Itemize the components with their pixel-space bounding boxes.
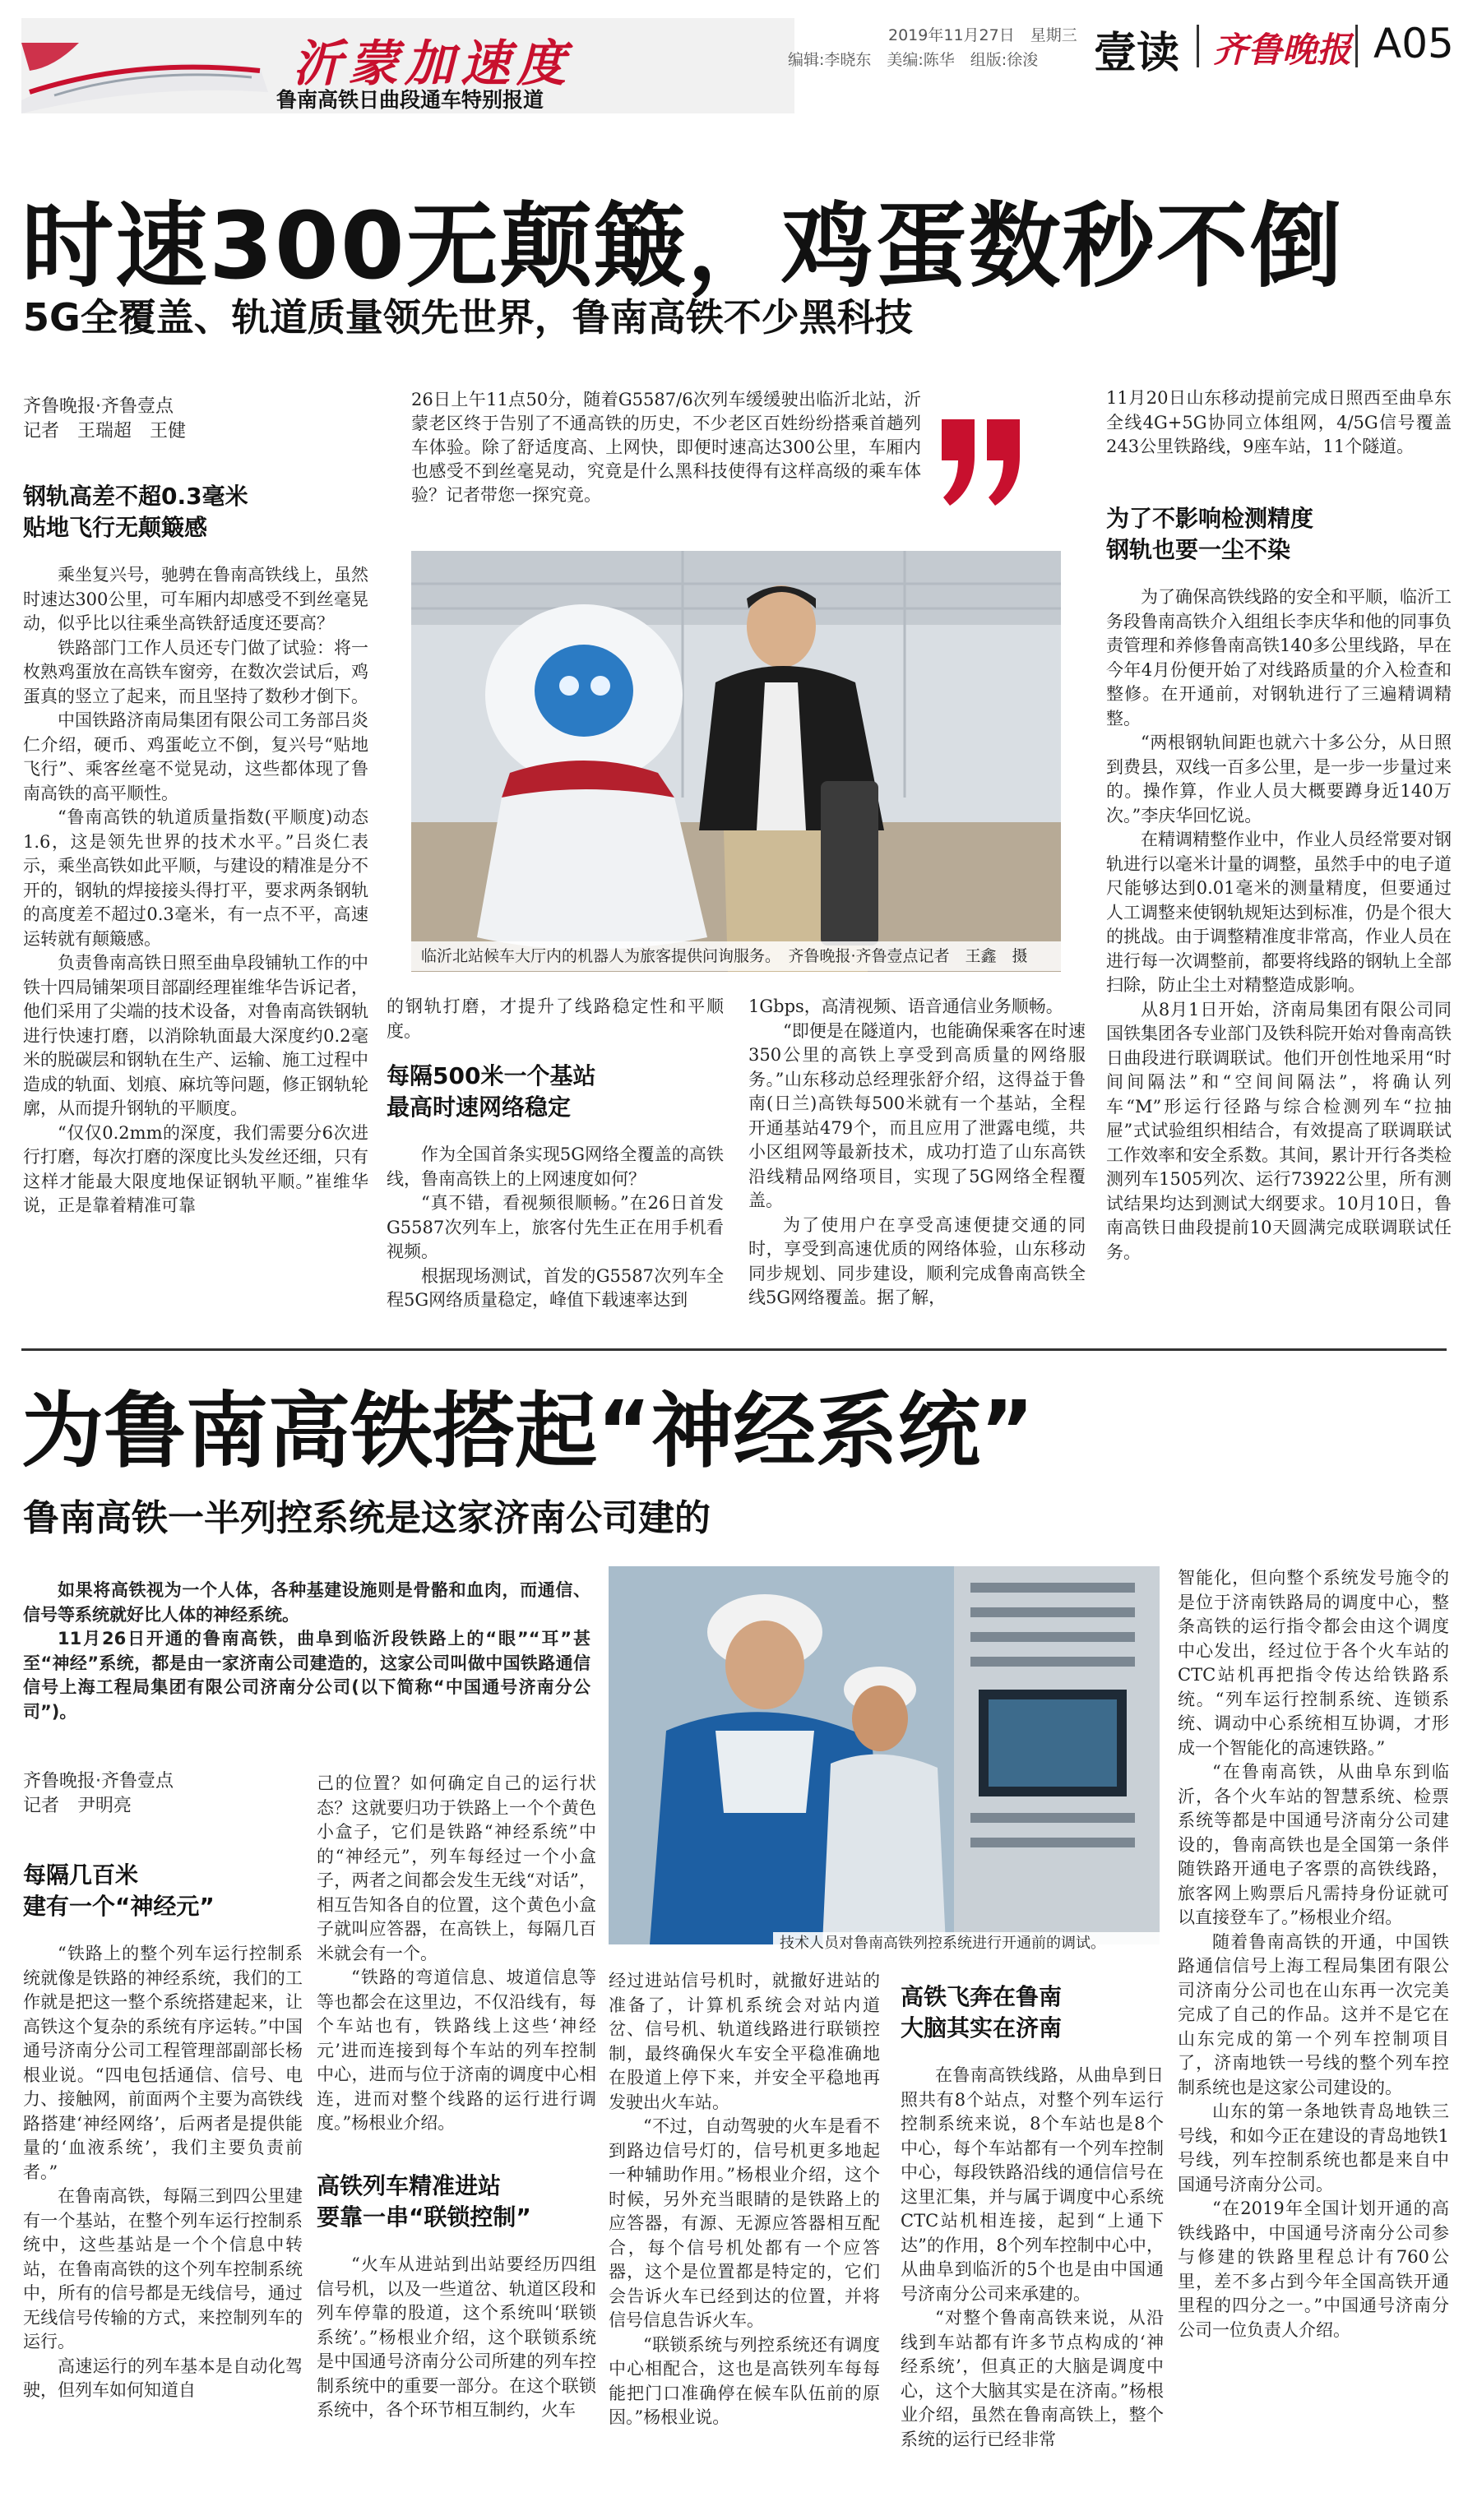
paragraph: 的钢轨打磨，才提升了线路稳定性和平顺度。 [387,996,724,1041]
newspaper-brand-logo: 齐鲁晚报 [1213,30,1352,70]
story1-subheadline: 5G全覆盖、轨道质量领先世界，鲁南高铁不少黑科技 [23,295,913,340]
banner-title: 沂蒙加速度 [293,35,572,93]
paragraph: “铁路的弯道信息、坡道信息等等也都会在这里边，不仅沿线有，每个车站也有，铁路线上这些‘神经元’进而连接到每个车站的列车控制中心，进而与位于济南的调度中心相连，进而对整个线路的运行进行调度。”杨根业介绍。 [317,1967,596,2133]
story2-column2b [317,2253,596,2509]
story2-headline: 为鲁南高铁搭起“神经系统” [21,1383,1035,1479]
story2-column3b [901,2064,1164,2509]
story2-photo [609,1566,1160,1944]
paragraph: 在鲁南高铁，每隔三到四公里建有一个基站，在整个列车运行控制系统中，这些基站是一个个信息中转站，在鲁南高铁的这个列车控制系统中，所有的信号都是无线信号，通过无线信号传输的方式，来控制列车的运行。 [23,2186,303,2351]
paragraph: “对整个鲁南高铁来说，从沿线到车站都有许多节点构成的‘神经系统’，但真正的大脑是调度中心，这个大脑其实是在济南。”杨根业介绍，虽然在鲁南高铁上，整个系统的运行已经非常 [901,2308,1164,2449]
story1-byline-reporters: 记者 王瑞超 王健 [23,421,187,442]
technicians-photo [609,1566,1160,1944]
story1-byline-outlet: 齐鲁晚报·齐鲁壹点 [23,396,174,417]
paragraph: 11月26日开通的鲁南高铁，曲阜到临沂段铁路上的“眼”“耳”甚至“神经”系统，都是由一家济南公司建造的，这家公司叫做中国铁路通信信号上海工程局集团有限公司济南分公司(以下简称“中国通号济南分公司”)。 [23,1629,590,1722]
banner-subtitle: 鲁南高铁日曲段通车特别报道 [276,88,544,112]
paragraph: “铁路上的整个列车运行控制系统就像是铁路的神经系统，我们的工作就是把这一整个系统搭建起来，让高铁这个复杂的系统有序运转。”中国通号济南分公司工程管理部副部长杨根业说。“四电包括通信、信号、电力、接触网，前面两个主要为高铁线路搭建‘神经网络’，后两者是提供能量的‘血液系统’，我们主要负责前者。” [23,1944,303,2182]
header-divider [1355,25,1358,67]
paragraph: 11月20日山东移动提前完成日照西至曲阜东全线4G+5G协同立体组网，4/5G信号覆盖243公里铁路线，9座车站，11个隧道。 [1106,388,1452,456]
story1-section2-title: 每隔500米一个基站 最高时速网络稳定 [387,1062,596,1121]
story1-column1 [23,563,368,1320]
story1-column2-top [387,995,724,1043]
paragraph: “真不错，看视频很顺畅。”在26日首发G5587次列车上，旅客付先生正在用手机看视频。 [387,1193,724,1261]
section-name: 壹读 [1094,28,1180,78]
story2-section3-title: 高铁飞奔在鲁南 大脑其实在济南 [901,1983,1063,2041]
story1-column4 [1106,585,1452,1324]
paragraph: 根据现场测试，首发的G5587次列车全程5G网络质量稳定，峰值下载速率达到 [387,1265,724,1310]
paragraph: 己的位置？如何确定自己的运行状态？这就要归功于铁路上一个个黄色小盒子，它们是铁路“神经系统”中的“神经元”，列车每经过一个小盒子，两者之间都会发生无线“对话”，相互告知各自的位置，这个黄色小盒子就叫应答器，在高铁上，每隔几百米就会有一个。 [317,1773,596,1963]
paragraph: “鲁南高铁的轨道质量指数(平顺度)动态1.6，这是领先世界的技术水平。”吕炎仁表示，乘坐高铁如此平顺，与建设的精准是分不开的，钢轨的焊接接头得打平，要求两条钢轨的高度差不超过0.3毫米，有一点不平，高速运转就有颠簸感。 [23,807,368,949]
paragraph: 中国铁路济南局集团有限公司工务部吕炎仁介绍，硬币、鸡蛋屹立不倒，复兴号“贴地飞行”、乘客丝毫不觉晃动，这些都体现了鲁南高铁的高平顺性。 [23,710,368,803]
paragraph: 在精调精整作业中，作业人员经常要对钢轨进行以毫米计量的调整，虽然手中的电子道尺能够达到0.01毫米的测量精度，但要通过人工调整来使钢轨规矩达到标准，仍是个很大的挑战。由于调整精准度非常高，作业人员在进行每一次调整前，都要将线路的钢轨上全部扫除，防止尘土对精整造成影响。 [1106,830,1452,995]
quote-mark-icon [933,411,1032,510]
paragraph: 负责鲁南高铁日照至曲阜段铺轨工作的中铁十四局铺架项目部副经理崔维华告诉记者，他们采用了尖端的技术设备，对鲁南高铁钢轨进行快速打磨，以消除轨面最大深度约0.2毫米的脱碳层和钢轨在生产、运输、施工过程中造成的轨面、划痕、麻坑等问题，修正钢轨轮廓，从而提升钢轨的平顺度。 [23,953,368,1118]
issue-date: 2019年11月27日 星期三 [888,26,1077,44]
paragraph: 随着鲁南高铁的开通，中国铁路通信信号上海工程局集团有限公司济南分公司也在山东再一次完美完成了自己的作品。这并不是它在山东完成的第一个列车控制项目了，济南地铁一号线的整个列车控制系统也是这家公司建设的。 [1178,1931,1449,2097]
paragraph: 如果将高铁视为一个人体，各种基建设施则是骨骼和血肉，而通信、信号等系统就好比人体的神经系统。 [23,1580,590,1625]
paragraph: 1Gbps，高清视频、语音通信业务顺畅。 [748,996,1063,1016]
story2-byline-reporter: 记者 尹明亮 [23,1796,132,1816]
story1-section3-title: 为了不影响检测精度 钢轨也要一尘不染 [1106,505,1314,563]
story1-column4-top [1106,386,1452,460]
paragraph: “即便是在隧道内，也能确保乘客在时速350公里的高铁上享受到高质量的网络服务。”山东移动总经理张舒介绍，这得益于鲁南(日兰)高铁每500米就有一个基站，全程开通基站479个，而且应用了泄露电缆，共小区组网等最新技术，成功打造了山东高铁沿线精品网络项目，实现了5G网络全程覆盖。 [748,1020,1086,1210]
story2-intro [23,1579,590,1724]
story1-headline: 时速300无颠簸，鸡蛋数秒不倒 [21,193,1344,300]
paragraph: 高速运行的列车基本是自动化驾驶，但列车如何知道自 [23,2356,303,2400]
train-illustration [21,43,268,113]
editor-credits: 编辑:李晓东 美编:陈华 组版:徐浚 [788,51,1039,69]
robot-and-passenger-photo [411,551,1061,972]
page-number: A05 [1373,20,1454,67]
paragraph: 从8月1日开始，济南局集团有限公司同国铁集团各专业部门及铁科院开始对鲁南高铁日曲段进行联调联试。他们开创性地采用“时间间隔法”和“空间间隔法”，将确认列车“M”形运行径路与综合检测列车“拉抽屉”式试验组织相结合，有效提高了联调联试工作效率和安全系数。其间，累计开行各类检测列车1505列次、运行73922公里，所有测试结果均达到测试大纲要求。10月10日，鲁南高铁日曲段提前10天圆满完成联调联试任务。 [1106,999,1452,1262]
paragraph: “在2019年全国计划开通的高铁线路中，中国通号济南分公司参与修建的铁路里程总计有760公里，差不多占到今年全国高铁开通里程的四分之一。”中国通号济南分公司一位负责人介绍。 [1178,2199,1449,2340]
paragraph: 为了使用户在享受高速便捷交通的同时，享受到高速优质的网络体验，山东移动同步规划、同步建设，顺利完成鲁南高铁全线5G网络覆盖。据了解， [748,1214,1086,1307]
paragraph: 乘坐复兴号，驰骋在鲁南高铁线上，虽然时速达300公里，可车厢内却感受不到丝毫晃动，似乎比以往乘坐高铁舒适度还要高？ [23,565,368,633]
story1-lead: 26日上午11点50分，随着G5587/6次列车缓缓驶出临沂北站，沂蒙老区终于告别了不通高铁的历史，不少老区百姓纷纷搭乘首趟列车体验。除了舒适度高、上网快，即便时速高达300公里，车厢内也感受不到丝毫晃动，究竟是什么黑科技使得有这样高级的乘车体验？记者带您一探究竟。 [411,390,921,505]
story2-section1-title: 每隔几百米 建有一个“神经元” [23,1861,215,1920]
paragraph: 作为全国首条实现5G网络全覆盖的高铁线，鲁南高铁上的上网速度如何？ [387,1144,724,1189]
story2-byline-outlet: 齐鲁晚报·齐鲁壹点 [23,1771,174,1792]
section-banner [21,18,794,113]
paragraph: “仅仅0.2mm的深度，我们需要分6次进行打磨，每次打磨的深度比头发丝还细，只有这样才能最大限度地保证钢轨平顺。”崔维华说，正是靠着精准可靠 [23,1122,368,1215]
story1-photo-caption: 临沂北站候车大厅内的机器人为旅客提供问询服务。 齐鲁晚报·齐鲁壹点记者 王鑫 摄 [411,941,1061,971]
story2-column4 [1178,1566,1449,2509]
paragraph: 为了确保高铁线路的安全和平顺，临沂工务段鲁南高铁介入组组长李庆华和他的同事负责管理和养修鲁南高铁140多公里线路，早在今年4月份便开始了对线路质量的介入检查和整修。在开通前，对钢轨进行了三遍精调精整。 [1106,587,1452,728]
paragraph: 经过进站信号机时，就撤好进站的准备了，计算机系统会对站内道岔、信号机、轨道线路进行联锁控制，最终确保火车安全平稳准确地在股道上停下来，并安全平稳地再发驶出火车站。 [609,1971,880,2112]
paragraph: 铁路部门工作人员还专门做了试验：将一枚熟鸡蛋放在高铁车窗旁，在数次尝试后，鸡蛋真的竖立了起来，而且坚持了数秒才倒下。 [23,637,368,706]
paragraph: “不过，自动驾驶的火车是看不到路边信号灯的，信号机更多地起一种辅助作用。”杨根业介绍，这个时候，另外充当眼睛的是铁路上的应答器，有源、无源应答器相互配合，每个信号机处都有一个应答器，这个是位置都是特定的，它们会告诉火车已经到达的位置，并将信号信息告诉火车。 [609,2116,880,2330]
paragraph: “火车从进站到出站要经历四组信号机，以及一些道岔、轨道区段和列车停靠的股道，这个系统叫‘联锁系统’。”杨根业介绍，这个联锁系统是中国通号济南分公司所建的列车控制系统中的重要一部分。在这个联锁系统中，各个环节相互制约，火车 [317,2254,596,2420]
story1-photo [411,551,1061,972]
story2-column3 [609,1969,880,2427]
paragraph: “两根钢轨间距也就六十多公分，从日照到费县，双线一百多公里，是一步一步量过来的。操作算，作业人员大概要蹲身近140万次。”李庆华回忆说。 [1106,733,1452,825]
story2-column1 [23,1942,303,2509]
story2-column2 [317,1772,596,2158]
paragraph: “在鲁南高铁，从曲阜东到临沂，各个火车站的智慧系统、检票系统等都是中国通号济南分公司建设的，鲁南高铁也是全国第一条伴随铁路开通电子客票的高铁线路，旅客网上购票后凡需持身份证就可以直接登车了。”杨根业介绍。 [1178,1762,1449,1927]
story1-column2 [387,1143,724,1324]
paragraph: 山东的第一条地铁青岛地铁三号线，和如今正在建设的青岛地铁1号线，列车控制系统也都是来自中国通号济南分公司。 [1178,2102,1449,2194]
story2-section2-title: 高铁列车精准进站 要靠一串“联锁控制” [317,2172,531,2231]
paragraph: “联锁系统与列控系统还有调度中心相配合，这也是高铁列车每每能把门口准确停在候车队伍前的原因。”杨根业说。 [609,2334,880,2427]
story2-subheadline: 鲁南高铁一半列控系统是这家济南公司建的 [23,1497,711,1539]
paragraph: 在鲁南高铁线路，从曲阜到日照共有8个站点，对整个列车运行控制系统来说，8个车站也是8个中心，每个车站都有一个列车控制中心，每段铁路沿线的通信信号在这里汇集，并与属于调度中心系统CTC站机相连接，起到“上通下达”的作用，8个列车控制中心中，从曲阜到临沂的5个也是由中国通号济南分公司来承建的。 [901,2065,1164,2304]
paragraph: 智能化，但向整个系统发号施令的是位于济南铁路局的调度中心，整条高铁的运行指令都会由这个调度中心发出，经过位于各个火车站的CTC站机再把指令传达给铁路系统。“列车运行控制系统、连锁系统、调动中心系统相互协调，才形成一个智能化的高速铁路。” [1178,1568,1449,1758]
story-divider [21,1348,1447,1351]
story1-column3 [748,995,1086,1324]
header-divider [1197,25,1199,67]
story2-photo-caption: 技术人员对鲁南高铁列控系统进行开通前的调试。 [773,1932,1160,1955]
story1-section1-title: 钢轨高差不超0.3毫米 贴地飞行无颠簸感 [23,483,248,541]
